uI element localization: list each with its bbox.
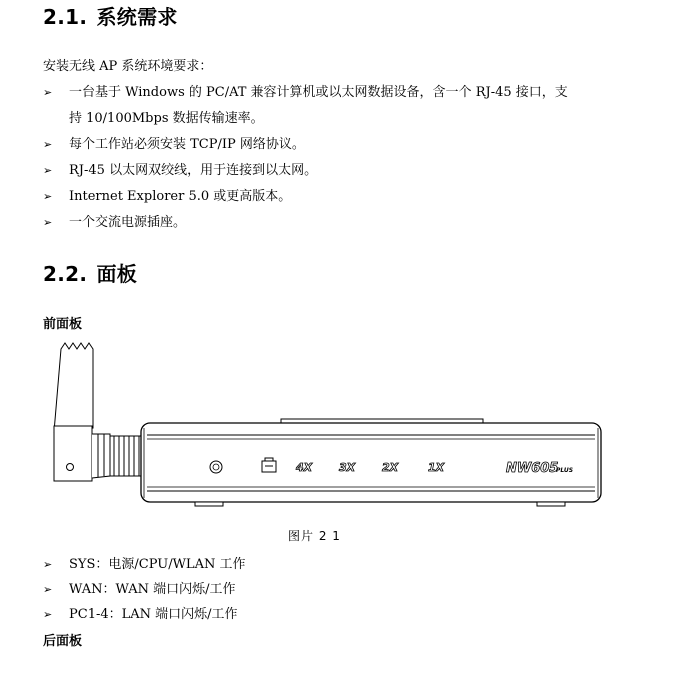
section-number: 2.1. — [43, 5, 88, 29]
rear-panel-label: 后面板 — [43, 634, 83, 649]
list-item — [43, 606, 238, 624]
device-front-panel-figure — [43, 340, 618, 525]
model-name: NW605 — [506, 461, 559, 476]
section-heading-2-1 — [43, 5, 178, 29]
list-item — [43, 581, 235, 599]
list-item-text: 一个交流电源插座。 — [69, 215, 187, 230]
bullet-arrow-icon: ➢ — [43, 86, 53, 99]
lan2-led-label: 2X — [382, 461, 399, 474]
section-heading-2-2 — [43, 262, 137, 286]
list-item — [43, 84, 568, 102]
section-number: 2.2. — [43, 262, 88, 286]
section-title: 面板 — [96, 262, 138, 286]
bullet-arrow-icon: ➢ — [43, 583, 53, 596]
list-item — [43, 188, 291, 206]
requirements-intro: 安装无线 AP 系统环境要求： — [43, 59, 213, 74]
list-item — [43, 556, 245, 574]
front-panel-label: 前面板 — [43, 317, 83, 332]
device-foot — [537, 502, 565, 506]
lan1-led-label: 1X — [428, 461, 445, 474]
lan4-led-label: 4X — [296, 461, 313, 474]
model-suffix: PLUS — [556, 467, 574, 474]
list-item-text: RJ-45 以太网双绞线，用于连接到以太网。 — [69, 163, 318, 178]
device-foot — [195, 502, 223, 506]
bullet-arrow-icon: ➢ — [43, 558, 53, 571]
list-item-continuation: 持 10/100Mbps 数据传输速率。 — [69, 111, 264, 126]
list-item-text: 每个工作站必须安装 TCP/IP 网络协议。 — [69, 137, 305, 152]
list-item-text: WAN：WAN 端口闪烁/工作 — [69, 582, 236, 597]
bullet-arrow-icon: ➢ — [43, 164, 53, 177]
figure-caption: 图片 2 1 — [288, 529, 341, 543]
list-item — [43, 214, 186, 232]
antenna — [54, 343, 143, 481]
list-item — [43, 136, 305, 154]
section-title: 系统需求 — [96, 5, 178, 29]
lan3-led-label: 3X — [339, 461, 356, 474]
bullet-arrow-icon: ➢ — [43, 138, 53, 151]
list-item-text: SYS：电源/CPU/WLAN 工作 — [69, 557, 246, 572]
list-item — [43, 162, 317, 180]
list-item-text: 一台基于 Windows 的 PC/AT 兼容计算机或以太网数据设备，含一个 RJ-45 接口，支 — [69, 85, 568, 100]
list-item-text: PC1-4：LAN 端口闪烁/工作 — [69, 607, 238, 622]
bullet-arrow-icon: ➢ — [43, 190, 53, 203]
bullet-arrow-icon: ➢ — [43, 216, 53, 229]
bullet-arrow-icon: ➢ — [43, 608, 53, 621]
list-item-text: Internet Explorer 5.0 或更高版本。 — [69, 189, 292, 204]
